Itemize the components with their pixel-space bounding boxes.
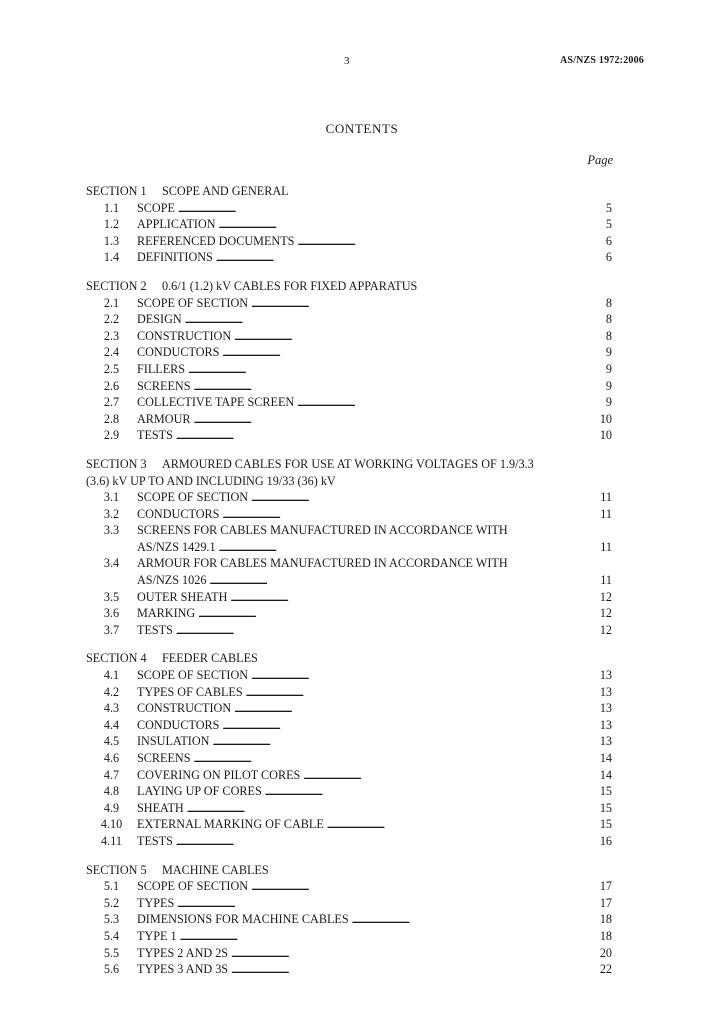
toc-entry <box>86 589 612 606</box>
entry-title: DEFINITIONS <box>137 250 213 265</box>
entry-title: CONSTRUCTION <box>137 328 232 343</box>
entry-title: SCOPE OF SECTION <box>137 879 249 894</box>
dot-leader <box>216 249 597 266</box>
toc-section <box>86 183 612 266</box>
entry-page: 9 <box>605 345 612 360</box>
section-title: ARMOURED CABLES FOR USE AT WORKING VOLTAGES OF 1.9/3.3 <box>162 456 534 471</box>
entry-number: 4.6 <box>103 751 120 765</box>
toc-entry <box>86 961 612 978</box>
dot-leader <box>303 767 597 784</box>
entry-page: 5 <box>605 200 612 215</box>
entry-number: 2.6 <box>103 378 120 393</box>
entry-page: 6 <box>605 233 612 248</box>
toc-section <box>86 278 612 444</box>
entry-number: 3.7 <box>103 622 120 637</box>
entry-title-continued: AS/NZS 1429.1 <box>137 539 216 554</box>
dot-leader <box>194 378 597 395</box>
entry-title: SCOPE <box>137 200 175 215</box>
toc-entry <box>86 622 612 639</box>
entry-page: 12 <box>599 622 612 637</box>
entry-number: 1.4 <box>103 250 120 265</box>
entry-title: SCOPE OF SECTION <box>137 668 249 683</box>
dot-leader <box>222 717 596 734</box>
entry-title: COVERING ON PILOT CORES <box>137 767 301 782</box>
section-heading <box>86 862 612 879</box>
entry-number: 4.3 <box>103 701 120 716</box>
entry-page: 18 <box>599 912 612 927</box>
entry-page: 17 <box>599 879 612 894</box>
dot-leader <box>251 489 597 506</box>
entry-page: 11 <box>600 490 612 505</box>
toc-entry <box>86 783 612 800</box>
entry-page: 13 <box>599 668 612 683</box>
entry-number: 3.3 <box>103 523 120 538</box>
entry-number: 4.10 <box>100 817 123 832</box>
toc-entry-continued <box>86 539 612 556</box>
entry-title: TYPES 2 AND 2S <box>137 945 229 960</box>
entry-page: 11 <box>600 573 612 588</box>
entry-title: LAYING UP OF CORES <box>137 784 262 799</box>
dot-leader <box>185 311 597 328</box>
entry-number: 2.9 <box>103 428 120 443</box>
section-title: MACHINE CABLES <box>162 862 269 877</box>
entry-title: DESIGN <box>137 312 182 327</box>
section-number: SECTION 2 <box>86 278 147 293</box>
entry-number: 4.2 <box>103 684 120 699</box>
entry-page: 14 <box>599 767 612 782</box>
entry-number: 2.1 <box>103 295 120 310</box>
toc-entry <box>86 816 612 833</box>
entry-title: SCREENS <box>137 378 191 393</box>
entry-page: 9 <box>605 378 612 393</box>
dot-leader <box>297 394 597 411</box>
entry-number: 2.8 <box>103 411 120 426</box>
toc-entry <box>86 750 612 767</box>
toc-entry <box>86 911 612 928</box>
entry-title: SCOPE OF SECTION <box>137 490 249 505</box>
entry-title: ARMOUR <box>137 411 191 426</box>
dot-leader <box>198 605 597 622</box>
dot-leader <box>231 945 597 962</box>
toc-entry <box>86 378 612 395</box>
entry-number: 1.3 <box>103 233 120 248</box>
section-title: SCOPE AND GENERAL <box>162 184 289 198</box>
dot-leader <box>251 295 597 312</box>
entry-title-continued: AS/NZS 1026 <box>137 573 207 588</box>
contents-title: CONTENTS <box>325 121 399 136</box>
toc-entry <box>86 328 612 345</box>
entry-number: 2.5 <box>103 361 120 376</box>
entry-number: 3.2 <box>103 506 120 521</box>
entry-number: 3.5 <box>103 589 120 604</box>
table-of-contents <box>86 183 612 990</box>
section-heading <box>86 183 612 200</box>
dot-leader <box>230 589 596 606</box>
dot-leader <box>234 700 597 717</box>
entry-title: TESTS <box>137 622 173 637</box>
entry-number: 4.9 <box>103 800 120 815</box>
entry-number: 3.1 <box>103 490 120 505</box>
toc-section <box>86 862 612 978</box>
dot-leader <box>176 622 597 639</box>
entry-title: TESTS <box>137 428 173 443</box>
entry-title: INSULATION <box>137 734 210 749</box>
entry-title: REFERENCED DOCUMENTS <box>137 233 295 248</box>
entry-page: 5 <box>605 217 612 232</box>
toc-section <box>86 456 612 639</box>
entry-number: 1.2 <box>103 217 120 232</box>
entry-title: FILLERS <box>137 361 186 376</box>
toc-entry <box>86 394 612 411</box>
toc-entry <box>86 233 612 250</box>
entry-number: 2.7 <box>103 395 120 410</box>
toc-entry <box>86 489 612 506</box>
entry-title: TYPES 3 AND 3S <box>137 962 229 977</box>
toc-section <box>86 650 612 849</box>
toc-entry <box>86 295 612 312</box>
entry-page: 12 <box>599 606 612 621</box>
entry-page: 13 <box>599 734 612 749</box>
dot-leader <box>180 928 597 945</box>
toc-entry <box>86 344 612 361</box>
entry-title: TYPES OF CABLES <box>137 684 243 699</box>
entry-title: SHEATH <box>137 800 184 815</box>
dot-leader <box>178 200 597 217</box>
entry-title: OUTER SHEATH <box>137 589 228 604</box>
entry-title: SCREENS FOR CABLES MANUFACTURED IN ACCORDANCE WITH <box>137 523 508 538</box>
entry-number: 5.2 <box>103 895 120 910</box>
dot-leader <box>188 361 597 378</box>
dot-leader <box>222 506 597 523</box>
entry-page: 15 <box>599 800 612 815</box>
toc-entry <box>86 605 612 622</box>
dot-leader <box>265 783 597 800</box>
toc-entry <box>86 684 612 701</box>
section-number: SECTION 4 <box>86 651 147 666</box>
entry-page: 15 <box>599 784 612 799</box>
entry-page: 16 <box>599 833 612 848</box>
toc-entry <box>86 733 612 750</box>
dot-leader <box>187 800 597 817</box>
entry-title: APPLICATION <box>137 217 216 232</box>
section-heading-continued: (3.6) kV UP TO AND INCLUDING 19/33 (36) kV <box>86 473 336 488</box>
toc-entry <box>86 200 612 217</box>
toc-entry <box>86 427 612 444</box>
toc-entry <box>86 800 612 817</box>
dot-leader <box>176 427 597 444</box>
dot-leader <box>222 344 597 361</box>
entry-title: CONSTRUCTION <box>137 701 232 716</box>
entry-number: 4.11 <box>101 833 122 848</box>
toc-entry <box>86 878 612 895</box>
dot-leader <box>176 833 597 850</box>
entry-page: 9 <box>605 395 612 410</box>
entry-page: 8 <box>605 295 612 310</box>
entry-page: 18 <box>599 928 612 943</box>
entry-number: 2.4 <box>103 345 120 360</box>
entry-number: 5.1 <box>103 879 120 894</box>
standard-id: AS/NZS 1972:2006 <box>559 55 644 66</box>
entry-page: 9 <box>605 361 612 376</box>
entry-title: ARMOUR FOR CABLES MANUFACTURED IN ACCORDANCE WITH <box>137 556 508 571</box>
entry-number: 4.8 <box>103 784 120 799</box>
entry-title: CONDUCTORS <box>137 717 220 732</box>
dot-leader <box>231 961 597 978</box>
section-title: 0.6/1 (1.2) kV CABLES FOR FIXED APPARATUS <box>162 278 418 293</box>
toc-entry-continued <box>86 572 612 589</box>
entry-page: 15 <box>599 817 612 832</box>
section-number: SECTION 5 <box>86 862 147 877</box>
entry-page: 10 <box>599 411 612 426</box>
entry-number: 4.4 <box>103 717 120 732</box>
entry-page: 14 <box>599 751 612 765</box>
dot-leader <box>219 539 597 556</box>
entry-number: 4.1 <box>103 668 120 683</box>
section-title: FEEDER CABLES <box>162 651 258 666</box>
page-column-label: Page <box>587 153 613 167</box>
entry-page: 11 <box>600 506 612 521</box>
dot-leader <box>209 572 597 589</box>
entry-title: MARKING <box>137 606 196 621</box>
dot-leader <box>297 233 597 250</box>
entry-page: 13 <box>599 684 612 699</box>
entry-page: 6 <box>605 250 612 265</box>
dot-leader <box>177 895 597 912</box>
section-number: SECTION 1 <box>86 184 147 198</box>
entry-title: TESTS <box>137 833 173 848</box>
entry-number: 5.4 <box>103 928 120 943</box>
toc-entry <box>86 522 612 539</box>
toc-entry <box>86 667 612 684</box>
toc-entry <box>86 311 612 328</box>
toc-entry <box>86 555 612 572</box>
dot-leader <box>327 816 597 833</box>
entry-number: 3.6 <box>103 606 120 621</box>
dot-leader <box>194 411 597 428</box>
entry-title: CONDUCTORS <box>137 506 220 521</box>
toc-entry <box>86 945 612 962</box>
entry-number: 3.4 <box>103 556 120 571</box>
section-number: SECTION 3 <box>86 456 147 471</box>
section-heading <box>86 456 612 473</box>
entry-page: 20 <box>599 945 612 960</box>
dot-leader <box>352 911 597 928</box>
entry-title: COLLECTIVE TAPE SCREEN <box>137 395 295 410</box>
section-heading <box>86 278 612 295</box>
dot-leader <box>246 684 597 701</box>
entry-number: 4.5 <box>103 734 120 749</box>
toc-entry <box>86 767 612 784</box>
entry-number: 5.5 <box>103 945 120 960</box>
toc-entry <box>86 717 612 734</box>
toc-entry <box>86 361 612 378</box>
toc-entry <box>86 700 612 717</box>
entry-title: SCOPE OF SECTION <box>137 295 249 310</box>
entry-title: EXTERNAL MARKING OF CABLE <box>137 817 324 832</box>
dot-leader <box>212 733 596 750</box>
entry-number: 2.2 <box>103 312 120 327</box>
page-number: 3 <box>344 55 350 67</box>
section-heading <box>86 650 612 667</box>
entry-number: 1.1 <box>103 200 120 215</box>
entry-page: 10 <box>599 428 612 443</box>
entry-title: DIMENSIONS FOR MACHINE CABLES <box>137 912 349 927</box>
entry-number: 5.6 <box>103 962 120 977</box>
entry-page: 22 <box>599 962 612 977</box>
toc-entry <box>86 833 612 850</box>
entry-page: 8 <box>605 328 612 343</box>
entry-number: 4.7 <box>103 767 120 782</box>
entry-title: TYPES <box>137 895 175 910</box>
entry-number: 5.3 <box>103 912 120 927</box>
entry-page: 11 <box>600 539 612 554</box>
dot-leader <box>251 667 597 684</box>
dot-leader <box>251 878 597 895</box>
toc-entry <box>86 895 612 912</box>
dot-leader <box>194 750 597 767</box>
dot-leader <box>219 216 597 233</box>
entry-title: TYPE 1 <box>137 928 177 943</box>
dot-leader <box>234 328 597 345</box>
entry-number: 2.3 <box>103 328 120 343</box>
entry-page: 17 <box>599 895 612 910</box>
toc-entry <box>86 506 612 523</box>
toc-entry <box>86 411 612 428</box>
entry-page: 13 <box>599 701 612 716</box>
entry-page: 8 <box>605 312 612 327</box>
toc-entry <box>86 249 612 266</box>
entry-title: SCREENS <box>137 751 191 765</box>
toc-entry <box>86 216 612 233</box>
entry-page: 13 <box>599 717 612 732</box>
entry-title: CONDUCTORS <box>137 345 220 360</box>
toc-entry <box>86 928 612 945</box>
entry-page: 12 <box>599 589 612 604</box>
